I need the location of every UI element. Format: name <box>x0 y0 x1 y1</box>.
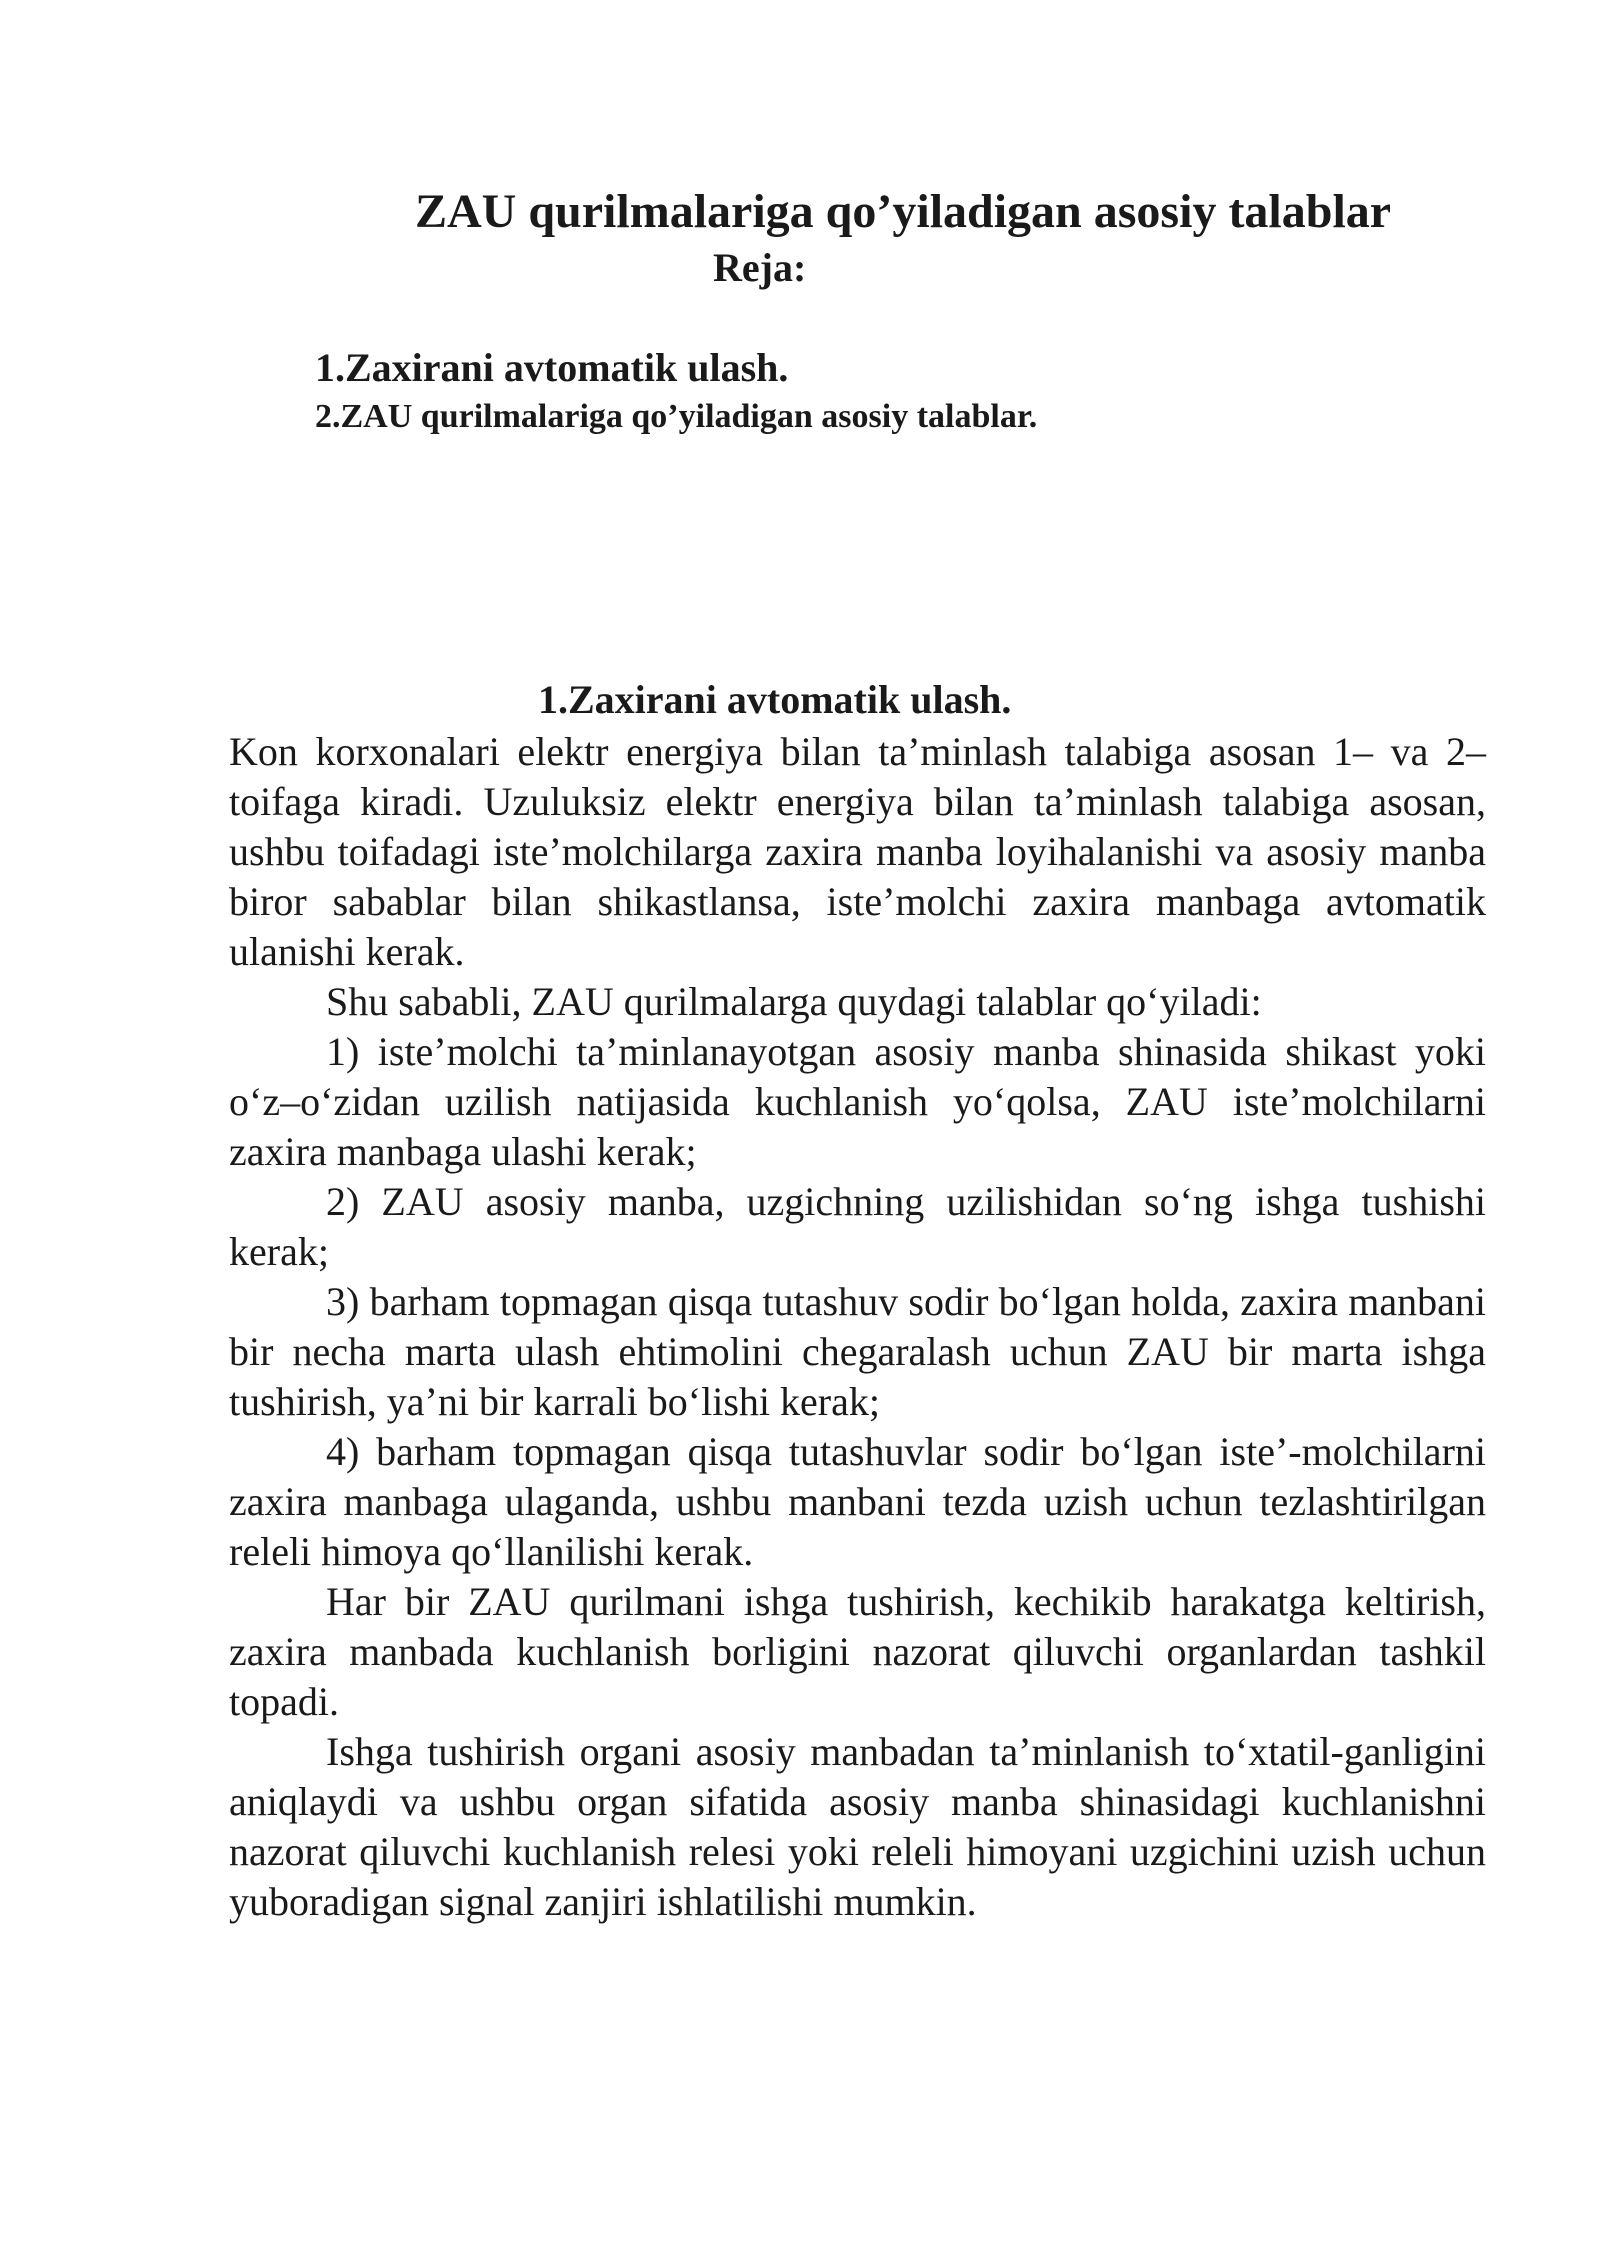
paragraph-4: Ishga tushirish organi asosiy manbadan ta’minlanish to‘xtatil-ganligini aniqlaydi va ushbu organ sifatida asosiy manba shinasidagi kuchlanishni nazorat qiluvchi kuchlanish relesi yoki releli himoyani uzgichini uzish uchun yuboradigan signal zanjiri ishlatilishi mumkin. <box>229 1729 1486 1924</box>
plan-item-2: 2.ZAU qurilmalariga qo’yiladigan asosiy talablar. <box>315 398 1038 435</box>
plan-label: Reja: <box>713 245 807 290</box>
list-item-1: 1) iste’molchi ta’minlanayotgan asosiy manba shinasida shikast yoki o‘z–o‘zidan uzilish natijasida kuchlanish yo‘qolsa, ZAU iste’molchilarni zaxira manbaga ulashi kerak; <box>229 1029 1486 1174</box>
paragraph-3: Har bir ZAU qurilmani ishga tushirish, kechikib harakatga keltirish, zaxira manbada kuchlanish borligini nazorat qiluvchi organlardan tashkil topadi. <box>229 1579 1486 1724</box>
body-text <box>229 727 1486 1927</box>
paragraph-2: Shu sababli, ZAU qurilmalarga quydagi talablar qo‘yiladi: <box>326 979 1262 1024</box>
section-heading: 1.Zaxirani avtomatik ulash. <box>538 677 1012 722</box>
list-item-3: 3) barham topmagan qisqa tutashuv sodir bo‘lgan holda, zaxira manbani bir necha marta ulash ehtimolini chegaralash uchun ZAU bir marta ishga tushirish, ya’ni bir karrali bo‘lishi kerak; <box>229 1279 1486 1424</box>
paragraph-1: Kon korxonalari elektr energiya bilan ta’minlash talabiga asosan 1– va 2–toifaga kiradi. Uzuluksiz elektr energiya bilan ta’minlash talabiga asosan, ushbu toifadagi iste’molchilarga zaxira manba loyihalanishi va asosiy manba biror sabablar bilan shikastlansa, iste’molchi zaxira manbaga avtomatik ulanishi kerak. <box>229 729 1486 974</box>
document-title: ZAU qurilmalariga qo’yiladigan asosiy talablar <box>415 185 1392 238</box>
list-item-4: 4) barham topmagan qisqa tutashuvlar sodir bo‘lgan iste’-molchilarni zaxira manbaga ulaganda, ushbu manbani tezda uzish uchun tezlashtirilgan releli himoya qo‘llanilishi kerak. <box>229 1429 1486 1574</box>
list-item-2: 2) ZAU asosiy manba, uzgichning uzilishidan so‘ng ishga tushishi kerak; <box>229 1179 1486 1274</box>
plan-item-1: 1.Zaxirani avtomatik ulash. <box>315 345 789 390</box>
